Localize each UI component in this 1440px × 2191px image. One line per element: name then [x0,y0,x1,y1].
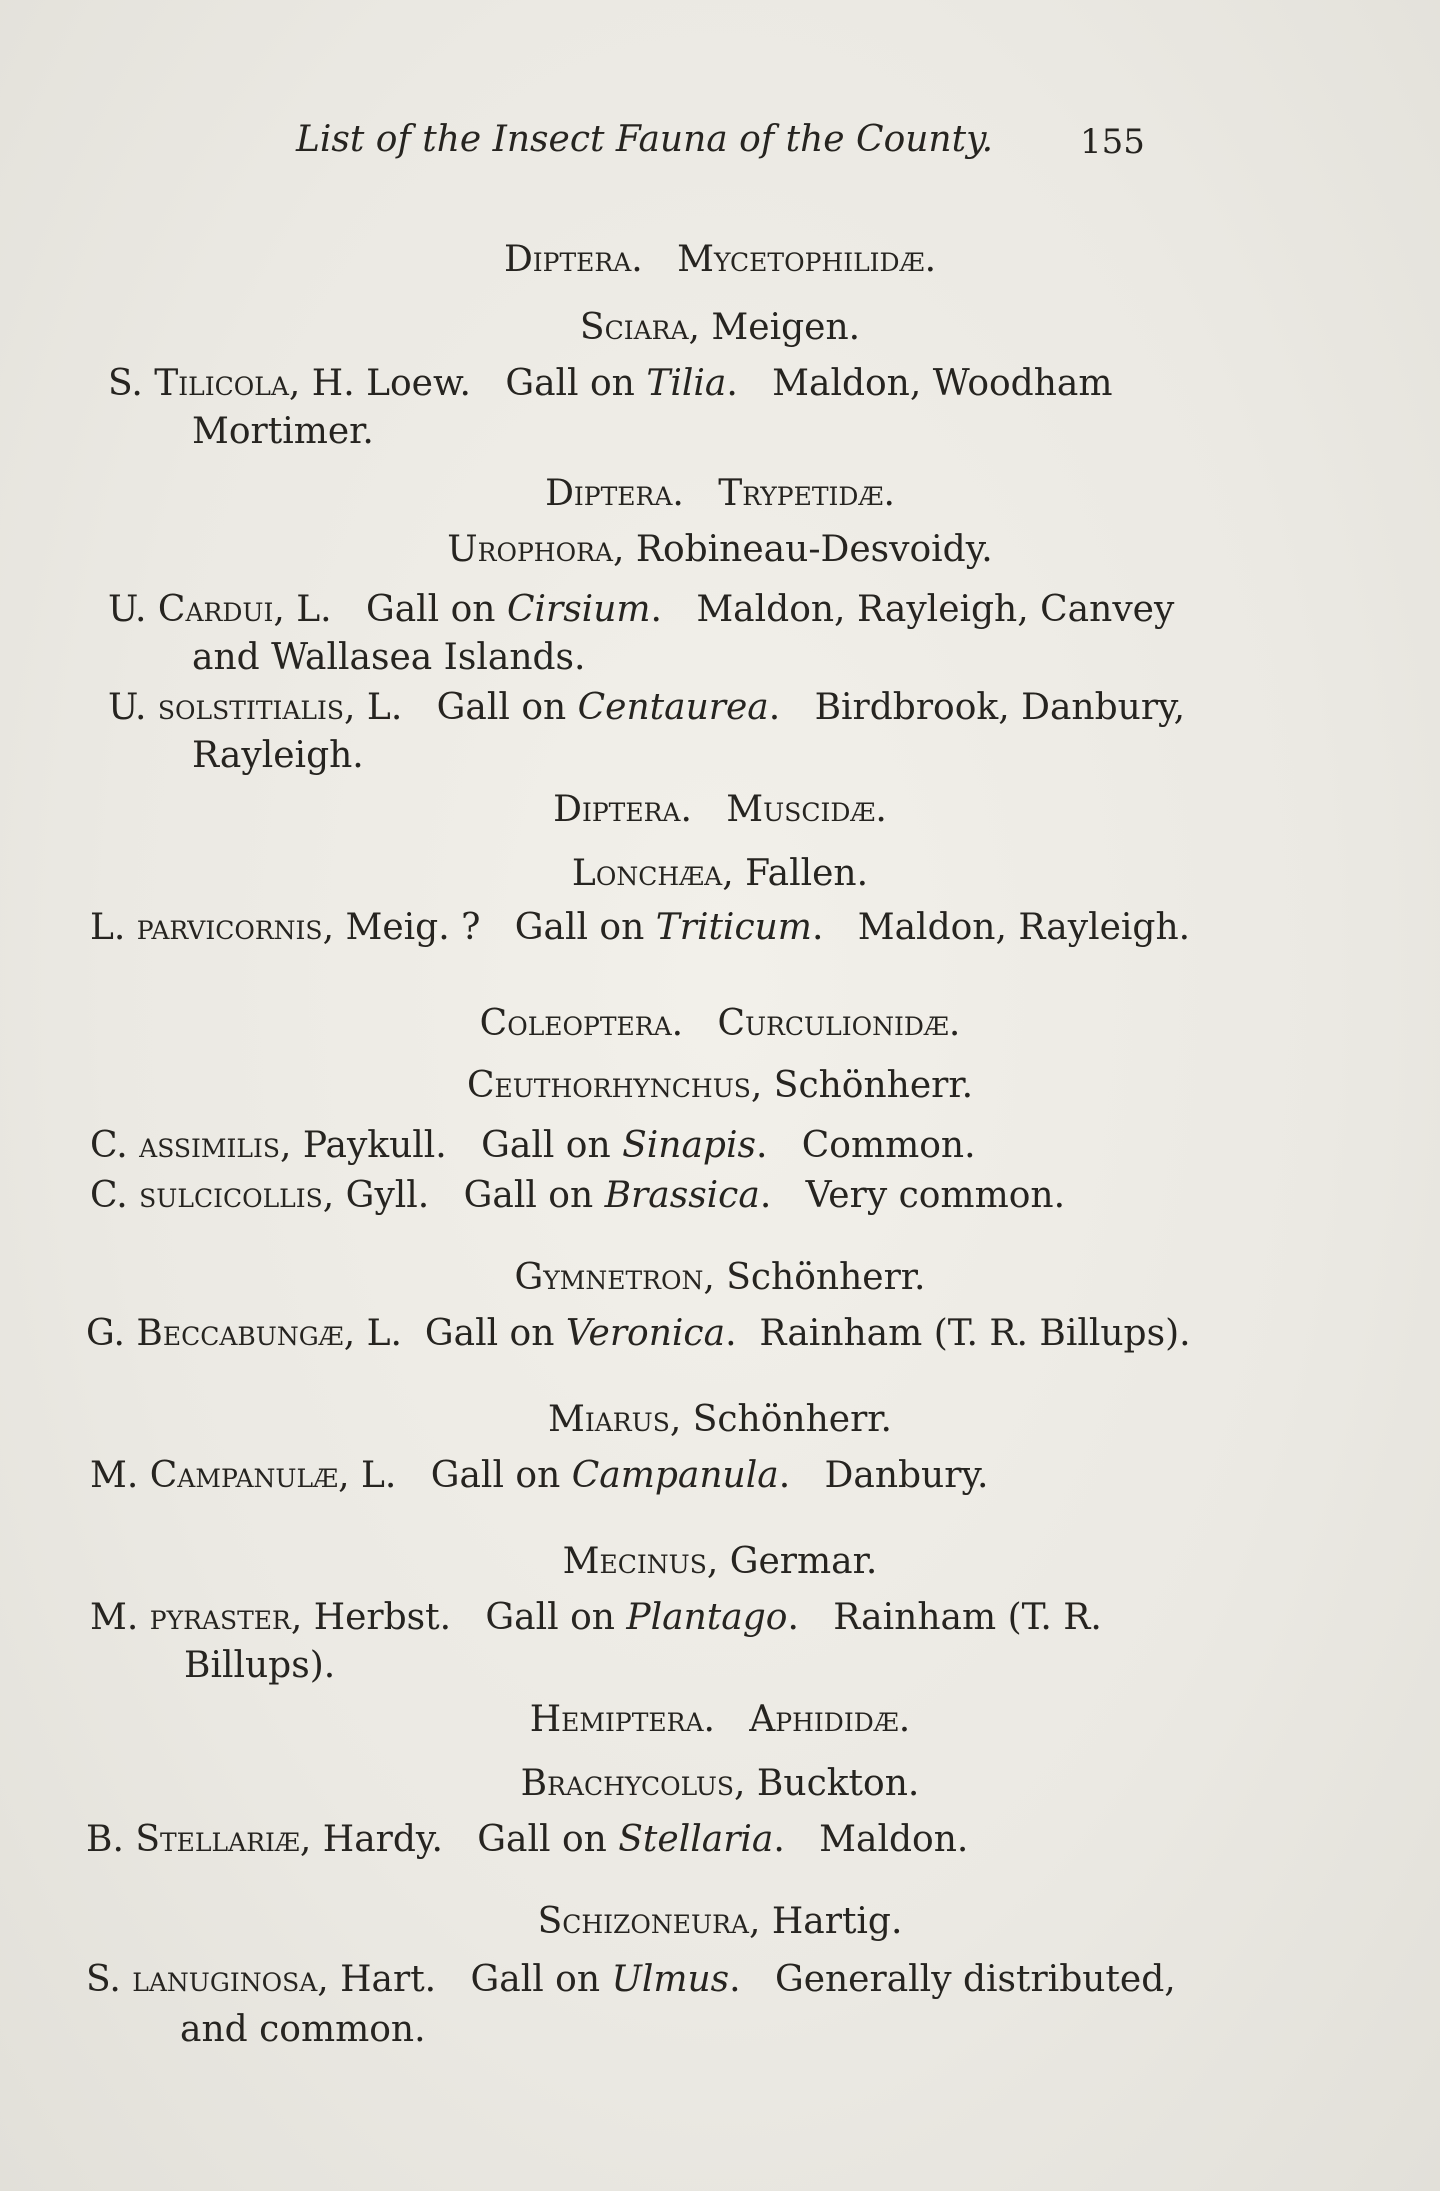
genus-name: Sciara [579,307,689,348]
genus-heading: Lonchæa, Fallen. [571,853,869,894]
species-entry-continuation: Rayleigh. [192,735,364,776]
genus-author: , Meigen. [688,307,861,348]
genus-heading: Ceuthorhynchus, Schönherr. [466,1065,974,1106]
genus-heading: Urophora, Robineau-Desvoidy. [447,529,993,570]
genus-heading: Brachycolus, Buckton. [520,1763,920,1804]
genus-heading: Miarus, Schönherr. [548,1399,892,1440]
species-entry: M. pyraster, Herbst. Gall on Plantago. Rainham (T. R. [90,1597,1102,1638]
page-number: 155 [1080,122,1145,162]
species-entry: B. Stellariæ, Hardy. Gall on Stellaria. Maldon. [86,1819,969,1860]
species-entry: L. parvicornis, Meig. ? Gall on Triticum. Maldon, Rayleigh. [90,907,1191,948]
species-entry-continuation: Mortimer. [192,411,374,452]
order-family-heading: Hemiptera. Aphididæ. [529,1699,911,1740]
species-entry: C. assimilis, Paykull. Gall on Sinapis. Common. [90,1125,976,1166]
order-family-heading: Diptera. Muscidæ. [553,789,887,830]
species-entry-continuation: and Wallasea Islands. [192,637,586,678]
genus-heading: Mecinus, Germar. [562,1541,878,1582]
species-entry: S. lanuginosa, Hart. Gall on Ulmus. Generally distributed, [86,1959,1176,2000]
order-family-heading: Coleoptera. Curculionidæ. [479,1003,961,1044]
species-entry: U. solstitialis, L. Gall on Centaurea. Birdbrook, Danbury, [108,687,1186,728]
species-entry: G. Beccabungæ, L. Gall on Veronica. Rainham (T. R. Billups). [86,1313,1191,1354]
running-title: List of the Insect Fauna of the County. [296,119,994,160]
host-plant: Tilia [646,363,727,404]
family-name: Mycetophilidæ. [677,239,937,280]
species-name: Tilicola [154,363,289,404]
genus-heading: Gymnetron, Schönherr. [514,1257,926,1298]
order-name: Diptera. [503,239,643,280]
order-family-heading: Diptera. Trypetidæ. [545,473,895,514]
order-family-heading [0,238,1440,282]
species-entry-continuation: Billups). [184,1645,336,1686]
species-entry: U. Cardui, L. Gall on Cirsium. Maldon, Rayleigh, Canvey [108,589,1175,630]
species-entry: M. Campanulæ, L. Gall on Campanula. Danbury. [90,1455,989,1496]
species-entry: S. Tilicola, H. Loew. Gall on Tilia. Maldon, Woodham [108,363,1113,404]
genus-heading [0,306,1440,350]
species-entry-continuation: and common. [180,2009,426,2050]
species-entry: C. sulcicollis, Gyll. Gall on Brassica. Very common. [90,1175,1066,1216]
genus-heading: Schizoneura, Hartig. [537,1901,903,1942]
localities: Maldon, Woodham [772,363,1113,404]
